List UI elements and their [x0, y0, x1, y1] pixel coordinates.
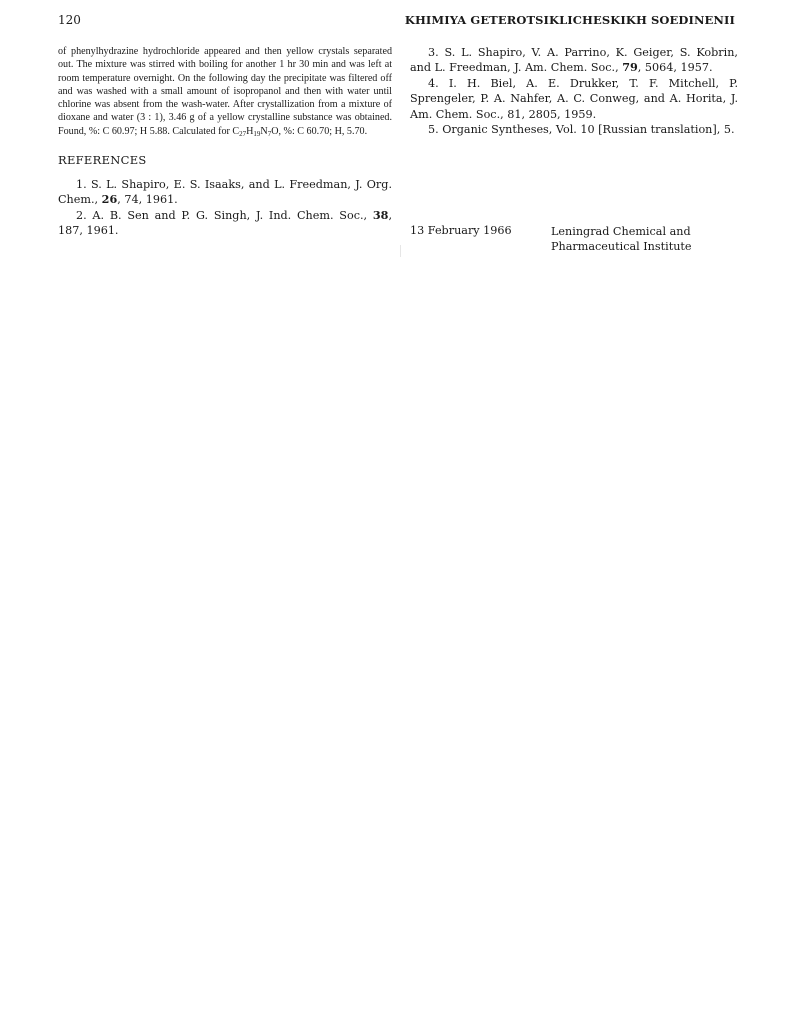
formula-subscript-h: 19 — [253, 129, 261, 138]
column-divider — [400, 245, 401, 257]
running-head — [58, 13, 735, 31]
experimental-text-main: of phenylhydrazine hydrochloride appeared and then yellow crystals separated out. The mixture was stirred with boiling for another 1 hr 30 min and was left at room temperature overnight. On the following day the precipitate was filtered off and was washed with a small amount of isopropanol and then with water until chlorine was absent from the wash-water. After crystallization from a mixture of dioxane and water (3 : 1), 3.46 g of a yellow crystalline substance was obtained. Found, %: C 60.97; H 5.88. Calculated for C — [58, 46, 392, 137]
formula-h: H — [246, 125, 254, 137]
left-column — [58, 45, 392, 238]
right-column — [410, 45, 738, 137]
reference-3-text: 3. S. L. Shapiro, V. A. Parrino, K. Geiger, S. Kobrin, and L. Freedman, J. Am. Chem. Soc., — [410, 46, 738, 75]
formula-subscript-c: 27 — [239, 129, 247, 138]
formula-subscript-n: 7 — [267, 129, 272, 138]
reference-5-text: 5. Organic Syntheses, Vol. 10 [Russian translation], 5. — [428, 123, 735, 137]
page-number: 120 — [58, 13, 81, 27]
reference-3-tail: , 5064, 1957. — [637, 61, 713, 75]
reference-item-2 — [58, 208, 392, 239]
reference-3-volume: 79 — [622, 60, 638, 75]
received-date: 13 February 1966 — [410, 224, 512, 237]
reference-1-tail: , 74, 1961. — [117, 193, 178, 207]
reference-2-text: 2. A. B. Sen and P. G. Singh, J. Ind. Chem. Soc., — [76, 208, 373, 222]
journal-title: KHIMIYA GETEROTSIKLICHESKIKH SOEDINENII — [404, 13, 735, 27]
reference-2-volume: 38 — [372, 207, 389, 222]
reference-1-text: 1. S. L. Shapiro, E. S. Isaaks, and L. Freedman, J. Org. Chem., — [58, 177, 392, 207]
formula-tail: O, %: C 60.70; H, 5.70. — [271, 125, 368, 137]
institution-name: Leningrad Chemical and Pharmaceutical Institute — [551, 225, 692, 254]
experimental-text — [58, 45, 392, 141]
reference-2-tail: , 187, 1961. — [58, 208, 392, 237]
reference-4-text: 4. I. H. Biel, A. E. Drukker, T. F. Mitchell, P. Sprengeler, P. A. Nahfer, A. C. Conweg, and A. Horita, J. Am. Chem. Soc., 81, 2805, 1959. — [410, 76, 738, 121]
reference-item-5 — [410, 122, 738, 137]
reference-item-4 — [410, 76, 738, 122]
formula-n: N — [260, 125, 268, 137]
reference-item-1 — [58, 177, 392, 208]
reference-1-volume: 26 — [101, 192, 118, 207]
references-heading: REFERENCES — [58, 152, 147, 167]
reference-item-3 — [410, 45, 738, 76]
